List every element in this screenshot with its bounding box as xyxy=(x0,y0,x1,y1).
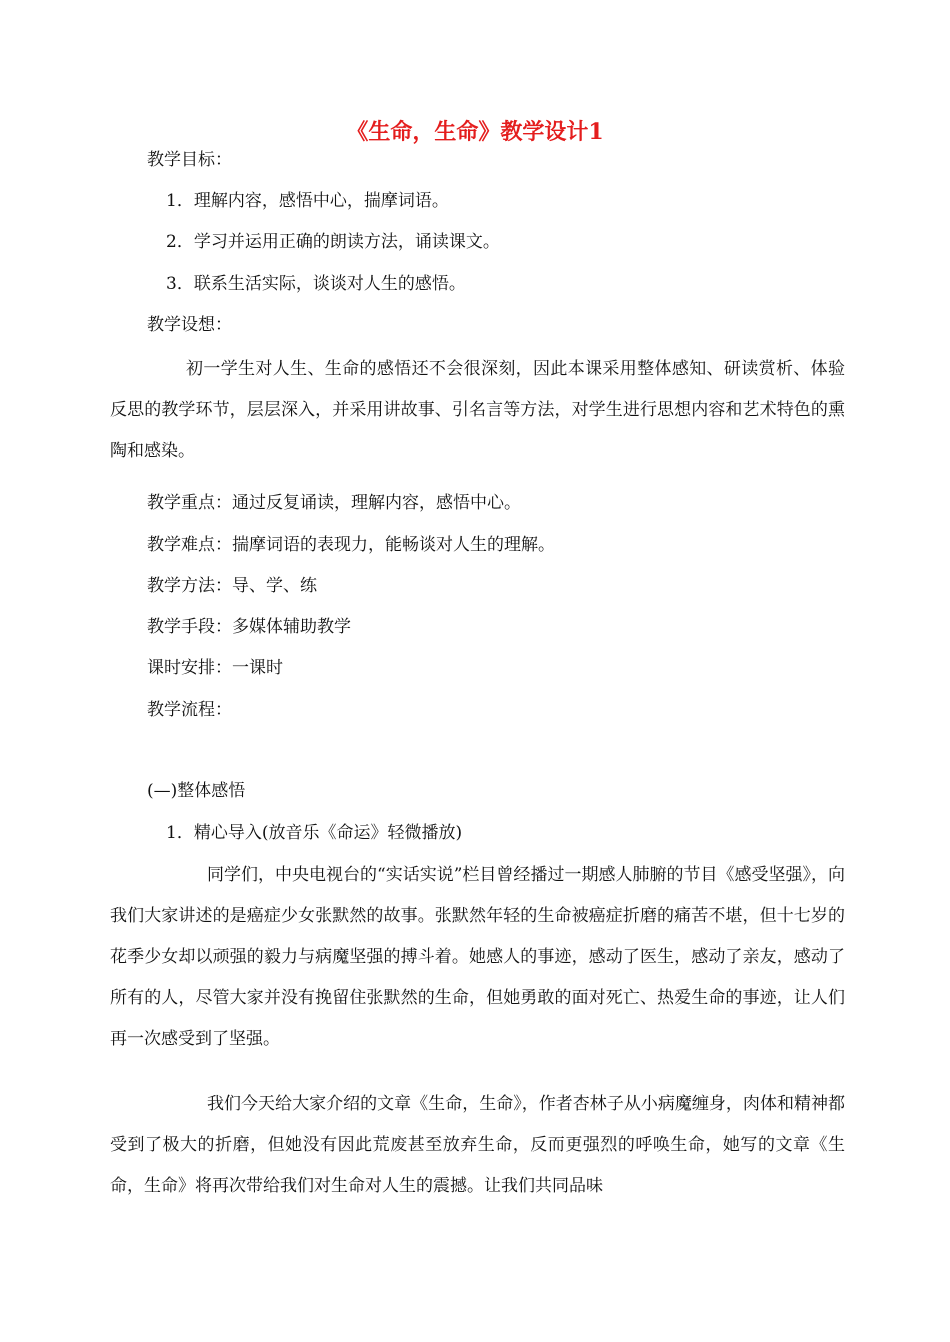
objectives-heading: 教学目标： xyxy=(147,150,232,170)
process-heading: 教学流程： xyxy=(147,700,232,720)
section-heading: (—)整体感悟 xyxy=(147,781,246,801)
intro-paragraph-2: 我们今天给大家介绍的文章《生命，生命》，作者杏林子从小病魔缠身，肉体和精神都受到了极大的折磨，但她没有因此荒废甚至放弃生命，反而更强烈的呼唤生命，她写的文章《生命，生命》将再次带给我们对生命对人生的震撼。让我们共同品味 xyxy=(110,1094,845,1196)
objective-item: 3．联系生活实际，谈谈对人生的感悟。 xyxy=(166,274,466,294)
means-line: 教学手段：多媒体辅助教学 xyxy=(147,617,351,637)
difficulty-line: 教学难点：揣摩词语的表现力，能畅谈对人生的理解。 xyxy=(147,535,555,555)
objective-item: 2．学习并运用正确的朗读方法，诵读课文。 xyxy=(166,232,500,252)
step-heading: 1．精心导入(放音乐《命运》轻微播放) xyxy=(166,823,463,843)
intro-paragraph-1: 同学们，中央电视台的“实话实说”栏目曾经播过一期感人肺腑的节目《感受坚强》，向我们大家讲述的是癌症少女张默然的故事。张默然年轻的生命被癌症折磨的痛苦不堪，但十七岁的花季少女却以顽强的毅力与病魔坚强的搏斗着。她感人的事迹，感动了医生，感动了亲友，感动了所有的人，尽管大家并没有挽留住张默然的生命，但她勇敢的面对死亡、热爱生命的事迹，让人们再一次感受到了坚强。 xyxy=(110,865,845,1049)
schedule-line: 课时安排：一课时 xyxy=(147,658,283,678)
objective-item: 1．理解内容，感悟中心，揣摩词语。 xyxy=(166,191,449,211)
key-point-line: 教学重点：通过反复诵读，理解内容，感悟中心。 xyxy=(147,493,521,513)
concept-paragraph: 初一学生对人生、生命的感悟还不会很深刻，因此本课采用整体感知、研读赏析、体验反思的教学环节，层层深入，并采用讲故事、引名言等方法，对学生进行思想内容和艺术特色的熏陶和感染。 xyxy=(110,359,845,461)
document-title: 《生命，生命》教学设计1 xyxy=(346,119,604,145)
method-line: 教学方法：导、学、练 xyxy=(147,576,317,596)
concept-heading: 教学设想： xyxy=(147,315,232,335)
